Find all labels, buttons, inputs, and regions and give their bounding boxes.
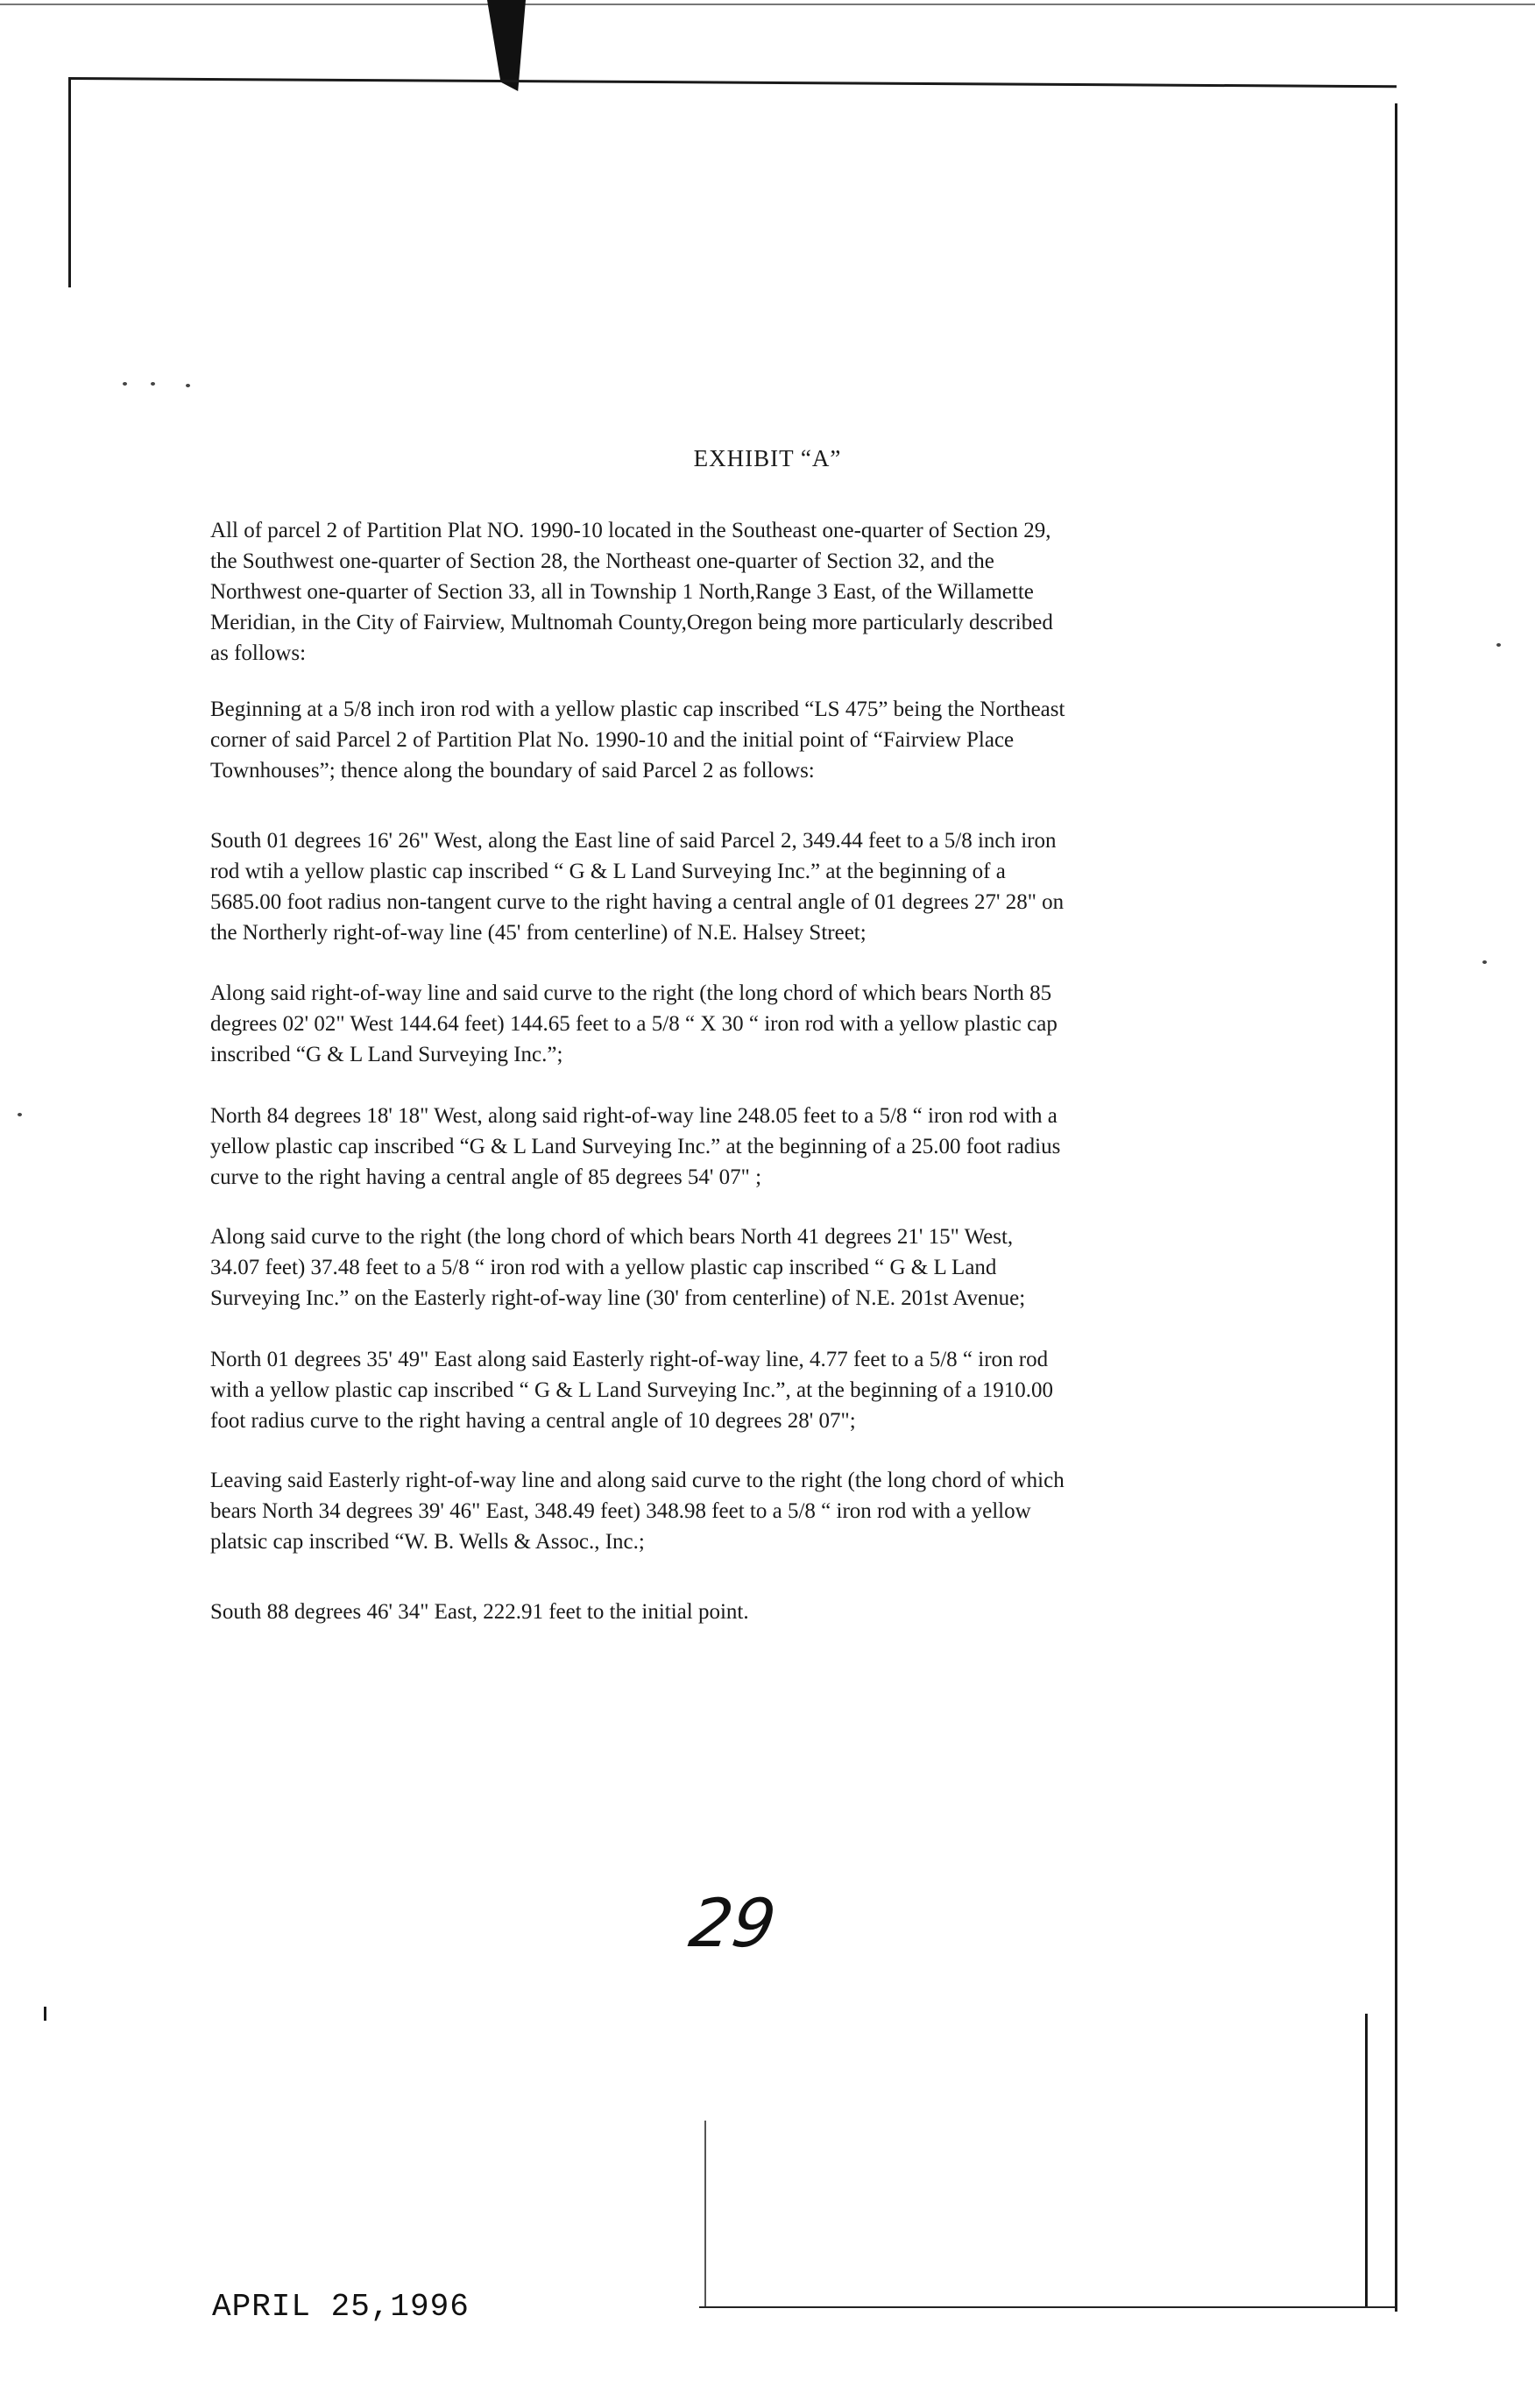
paragraph-line: Northwest one-quarter of Section 33, all in Township 1 North,Range 3 East, of the Willamette bbox=[210, 580, 1034, 604]
stamp-box-bottom-rule bbox=[699, 2306, 1395, 2308]
frame-right-rule bbox=[1395, 103, 1397, 2312]
scan-speck bbox=[18, 1113, 22, 1116]
frame-top-rule bbox=[68, 77, 1397, 88]
stamp-box-left-rule bbox=[704, 2121, 706, 2308]
paragraph bbox=[210, 1101, 1227, 1193]
paragraph-line: Along said curve to the right (the long chord of which bears North 41 degrees 21' 15" West, bbox=[210, 1225, 1014, 1249]
paragraph-line: South 01 degrees 16' 26" West, along the East line of said Parcel 2, 349.44 feet to a 5/8 inch iron bbox=[210, 829, 1057, 853]
paragraph-line: corner of said Parcel 2 of Partition Plat No. 1990-10 and the initial point of “Fairview Place bbox=[210, 728, 1015, 752]
frame-left-rule bbox=[68, 77, 71, 287]
paragraph-line: North 01 degrees 35' 49" East along said Easterly right-of-way line, 4.77 feet to a 5/8 “ iron rod bbox=[210, 1348, 1049, 1371]
exhibit-title: EXHIBIT “A” bbox=[693, 445, 842, 471]
paragraph-line: yellow plastic cap inscribed “G & L Land Surveying Inc.” at the beginning of a 25.00 foot radius bbox=[210, 1135, 1061, 1158]
scan-speck bbox=[1482, 960, 1487, 964]
paragraph-line: Leaving said Easterly right-of-way line and along said curve to the right (the long chord of which bbox=[210, 1469, 1065, 1492]
paragraph-line: platsic cap inscribed “W. B. Wells & Assoc., Inc.; bbox=[210, 1530, 645, 1554]
paragraph bbox=[210, 515, 1227, 669]
handwritten-page-number: 29 bbox=[684, 1884, 781, 1962]
paragraph bbox=[210, 1344, 1227, 1436]
date-stamp: APRIL 25,1996 bbox=[212, 2289, 470, 2325]
paragraph-line: All of parcel 2 of Partition Plat NO. 1990-10 located in the Southeast one-quarter of Section 29, bbox=[210, 519, 1051, 542]
paragraph bbox=[210, 1465, 1227, 1557]
paragraph-line: Along said right-of-way line and said curve to the right (the long chord of which bears North 85 bbox=[210, 981, 1052, 1005]
paragraph bbox=[210, 1597, 1227, 1627]
stamp-box-right-rule bbox=[1365, 2014, 1368, 2308]
paragraph-line: with a yellow plastic cap inscribed “ G & L Land Surveying Inc.”, at the beginning of a 1910.00 bbox=[210, 1378, 1054, 1402]
paragraph-line: North 84 degrees 18' 18" West, along said right-of-way line 248.05 feet to a 5/8 “ iron rod with a bbox=[210, 1104, 1058, 1128]
paragraph-line: the Southwest one-quarter of Section 28, the Northeast one-quarter of Section 32, and the bbox=[210, 549, 994, 573]
paragraph-line: South 88 degrees 46' 34" East, 222.91 feet to the initial point. bbox=[210, 1600, 749, 1624]
paragraph-line: Meridian, in the City of Fairview, Multnomah County,Oregon being more particularly described bbox=[210, 611, 1053, 634]
scan-speck bbox=[151, 382, 155, 386]
paragraph bbox=[210, 978, 1227, 1070]
scan-speck bbox=[1496, 643, 1501, 647]
paragraph bbox=[210, 1222, 1227, 1314]
paragraph-line: degrees 02' 02" West 144.64 feet) 144.65 feet to a 5/8 “ X 30 “ iron rod with a yellow plastic cap bbox=[210, 1012, 1058, 1036]
paragraph-line: as follows: bbox=[210, 641, 307, 665]
paragraph-line: foot radius curve to the right having a central angle of 10 degrees 28' 07"; bbox=[210, 1409, 856, 1433]
paragraph-line: 34.07 feet) 37.48 feet to a 5/8 “ iron rod with a yellow plastic cap inscribed “ G & L Land bbox=[210, 1256, 997, 1279]
paragraph bbox=[210, 694, 1227, 786]
binder-clip-mark bbox=[487, 0, 526, 91]
paragraph-line: 5685.00 foot radius non-tangent curve to the right having a central angle of 01 degrees 27' 28" on bbox=[210, 890, 1065, 914]
frame-bottom-left-mark bbox=[44, 2007, 46, 2021]
scan-speck bbox=[123, 382, 127, 386]
paragraph-line: inscribed “G & L Land Surveying Inc.”; bbox=[210, 1043, 563, 1066]
paragraph-line: Beginning at a 5/8 inch iron rod with a yellow plastic cap inscribed “LS 475” being the Northeast bbox=[210, 698, 1065, 721]
paragraph-line: curve to the right having a central angle of 85 degrees 54' 07" ; bbox=[210, 1165, 762, 1189]
paragraph-line: bears North 34 degrees 39' 46" East, 348.49 feet) 348.98 feet to a 5/8 “ iron rod with a yellow bbox=[210, 1499, 1031, 1523]
paragraph-line: Townhouses”; thence along the boundary of said Parcel 2 as follows: bbox=[210, 759, 815, 783]
scan-speck bbox=[186, 384, 190, 387]
scan-edge-line bbox=[0, 4, 1535, 5]
paragraph-line: Surveying Inc.” on the Easterly right-of-way line (30' from centerline) of N.E. 201st Avenue; bbox=[210, 1286, 1026, 1310]
paragraph-line: the Northerly right-of-way line (45' from centerline) of N.E. Halsey Street; bbox=[210, 921, 867, 945]
paragraph-line: rod wtih a yellow plastic cap inscribed “ G & L Land Surveying Inc.” at the beginning of a bbox=[210, 860, 1006, 883]
paragraph bbox=[210, 825, 1227, 948]
